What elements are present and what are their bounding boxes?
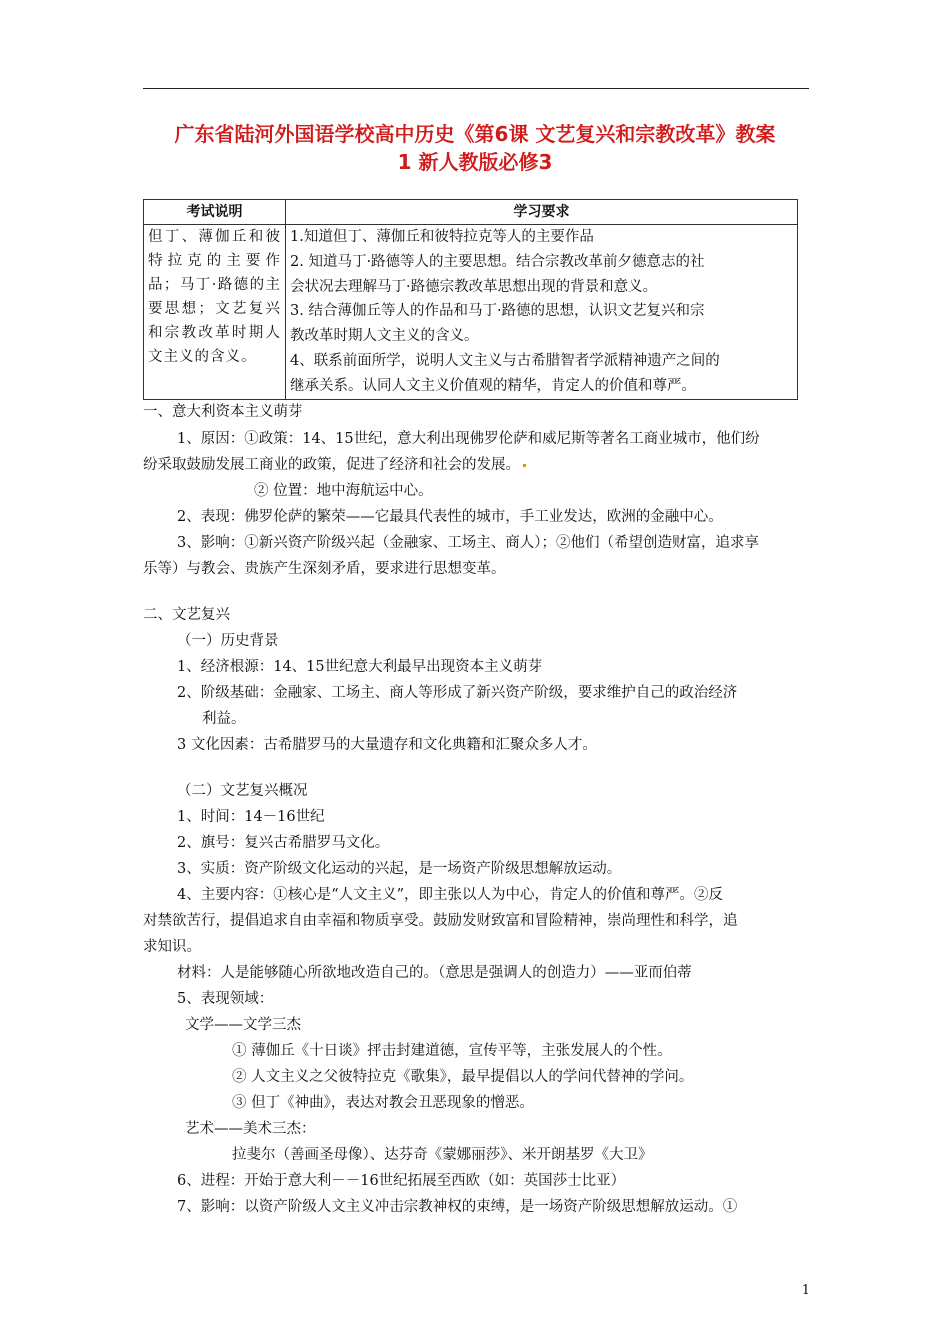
header-learning-requirements: 学习要求 bbox=[286, 200, 798, 225]
header-rule bbox=[143, 88, 809, 89]
paragraph-line: 6、进程：开始于意大利－－16世纪拓展至西欧（如：英国莎士比亚） bbox=[177, 1173, 626, 1189]
section-heading: 二、文艺复兴 bbox=[143, 607, 230, 623]
paragraph-line: 3、影响：①新兴资产阶级兴起（金融家、工场主、商人）；②他们（希望创造财富，追求享 bbox=[177, 535, 759, 551]
paragraph-line: ② 位置：地中海航运中心。 bbox=[254, 483, 433, 499]
paragraph-line: 1、原因：①政策：14、15世纪，意大利出现佛罗伦萨和威尼斯等著名工商业城市，他们纷 bbox=[177, 431, 760, 447]
learning-requirements-cell bbox=[286, 225, 798, 400]
stray-mark bbox=[523, 464, 526, 467]
header-exam-description: 考试说明 bbox=[144, 200, 286, 225]
paragraph-line: 乐等）与教会、贵族产生深刻矛盾，要求进行思想变革。 bbox=[143, 561, 506, 577]
paragraph-line: 艺术——美术三杰： bbox=[185, 1121, 316, 1137]
page-number: 1 bbox=[801, 1283, 810, 1298]
list-item: ① 薄伽丘《十日谈》抨击封建道德，宣传平等，主张发展人的个性。 bbox=[232, 1043, 672, 1059]
paragraph-line: 2、表现：佛罗伦萨的繁荣——它最具代表性的城市，手工业发达，欧洲的金融中心。 bbox=[177, 509, 723, 525]
paragraph-line: 2、旗号：复兴古希腊罗马文化。 bbox=[177, 835, 390, 851]
requirement-line: 2. 知道马丁·路德等人的主要思想。结合宗教改革前夕德意志的社 bbox=[290, 253, 705, 270]
requirement-line: 3. 结合薄伽丘等人的作品和马丁·路德的思想，认识文艺复兴和宗 bbox=[290, 303, 705, 320]
paragraph-line: 2、阶级基础：金融家、工场主、商人等形成了新兴资产阶级，要求维护自己的政治经济 bbox=[177, 685, 738, 701]
requirement-line: 1.知道但丁、薄伽丘和彼特拉克等人的主要作品 bbox=[290, 229, 594, 245]
paragraph-line: 文学——文学三杰 bbox=[185, 1017, 301, 1033]
paragraph-line: 7、影响：以资产阶级人文主义冲击宗教神权的束缚，是一场资产阶级思想解放运动。① bbox=[177, 1199, 738, 1215]
paragraph-line: 利益。 bbox=[202, 711, 246, 727]
paragraph-line: 4、主要内容：①核心是“人文主义”，即主张以人为中心，肯定人的价值和尊严。②反 bbox=[177, 887, 724, 903]
requirement-line: 教改革时期人文主义的含义。 bbox=[290, 328, 479, 345]
requirement-line: 4、联系前面所学，说明人文主义与古希腊智者学派精神遗产之间的 bbox=[290, 352, 720, 369]
paragraph-line: 3、实质：资产阶级文化运动的兴起，是一场资产阶级思想解放运动。 bbox=[177, 861, 622, 877]
subsection-heading: （二）文艺复兴概况 bbox=[177, 783, 308, 799]
paragraph-line: 1、时间：14－16世纪 bbox=[177, 809, 325, 825]
paragraph-line: 求知识。 bbox=[143, 939, 201, 955]
list-item: ③ 但丁《神曲》，表达对教会丑恶现象的憎恶。 bbox=[232, 1095, 534, 1111]
subsection-heading: （一）历史背景 bbox=[177, 633, 279, 649]
document-title: 广东省陆河外国语学校高中历史《第6课 文艺复兴和宗教改革》教案 bbox=[174, 122, 776, 146]
requirements-table bbox=[143, 199, 798, 400]
paragraph-line: 材料：人是能够随心所欲地改造自己的。（意思是强调人的创造力）——亚而伯蒂 bbox=[177, 965, 692, 981]
exam-description-cell: 但丁、薄伽丘和彼特拉克的主要作品；马丁·路德的主要思想；文艺复兴和宗教改革时期人文主义的含义。 bbox=[144, 225, 286, 400]
list-item: ② 人文主义之父彼特拉克《歌集》，最早提倡以人的学问代替神的学问。 bbox=[232, 1069, 694, 1085]
section-heading: 一、意大利资本主义萌芽 bbox=[143, 404, 303, 420]
paragraph-line: 拉斐尔（善画圣母像）、达芬奇《蒙娜丽莎》、米开朗基罗《大卫》 bbox=[232, 1147, 653, 1163]
document-title-line2: 1 新人教版必修3 bbox=[397, 150, 553, 174]
table-header-row bbox=[144, 200, 798, 225]
requirement-line: 会状况去理解马丁·路德宗教改革思想出现的背景和意义。 bbox=[290, 278, 658, 295]
paragraph-line: 1、经济根源：14、15世纪意大利最早出现资本主义萌芽 bbox=[177, 659, 543, 675]
paragraph-line: 对禁欲苦行，提倡追求自由幸福和物质享受。鼓励发财致富和冒险精神，崇尚理性和科学，追 bbox=[143, 913, 738, 929]
table-row bbox=[144, 225, 798, 400]
requirement-line: 继承关系。认同人文主义价值观的精华，肯定人的价值和尊严。 bbox=[290, 377, 696, 394]
paragraph-line: 5、表现领域： bbox=[177, 991, 274, 1007]
paragraph-line: 3 文化因素：古希腊罗马的大量遗存和文化典籍和汇聚众多人才。 bbox=[177, 737, 597, 753]
paragraph-line: 纷采取鼓励发展工商业的政策，促进了经济和社会的发展。 bbox=[143, 455, 526, 475]
